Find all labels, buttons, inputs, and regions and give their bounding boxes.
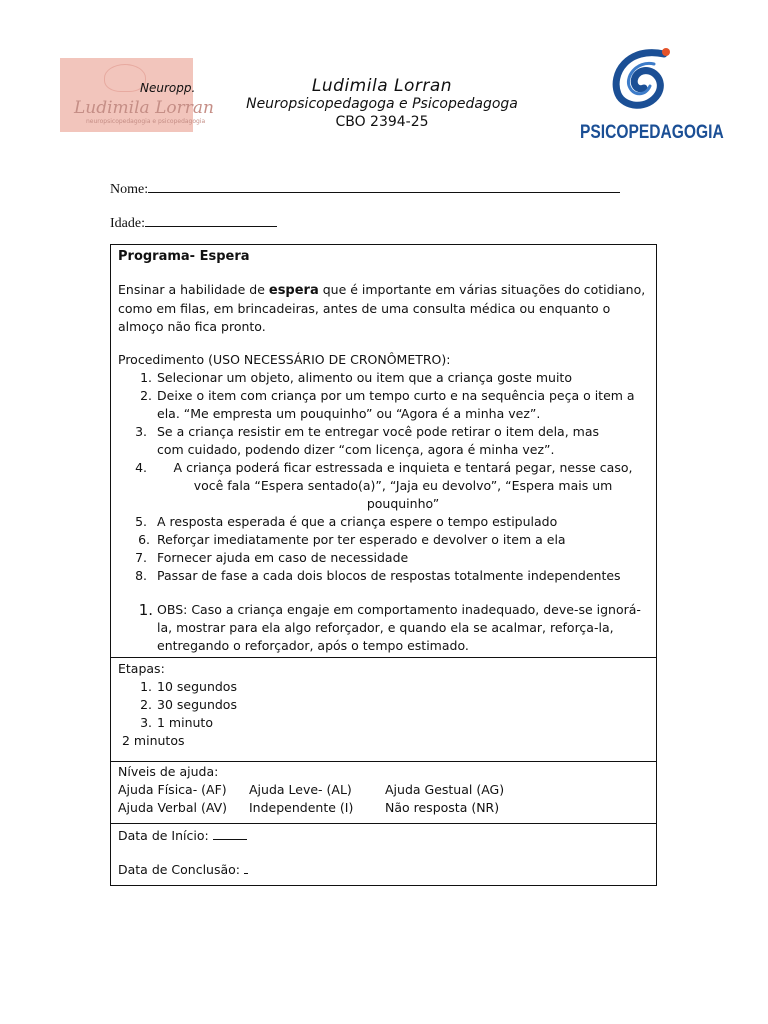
step-item: 3. Se a criança resistir em te entregar você pode retirar o item dela, mas com cuidado, podendo dizer “com licença, agora é minha vez”. — [135, 424, 600, 457]
step-item: 2. Deixe o item com criança por um tempo curto e na sequência peça o item a ela. “Me empresta um pouquinho” ou “Agora é a minha vez”. — [140, 388, 635, 421]
logo-signature: Ludimila Lorran — [74, 98, 214, 118]
idade-label: Idade: — [110, 216, 145, 231]
ajuda-fisica: Ajuda Física- (AF) — [118, 782, 227, 797]
nome-label: Nome: — [110, 182, 149, 197]
ajuda-label: Níveis de ajuda: — [118, 764, 219, 779]
etapa-item: 3. 1 minuto — [140, 715, 213, 730]
step-item: 5. A resposta esperada é que a criança espere o tempo estipulado — [135, 514, 558, 529]
logo-right-brand: PSICOPEDAGOGIA — [580, 122, 724, 143]
step-item: 7. Fornecer ajuda em caso de necessidade — [135, 550, 409, 565]
program-intro: Ensinar a habilidade de espera que é importante em várias situações do cotidiano, como em filas, em brincadeiras, antes de uma consulta médica ou enquanto o almoço não fica pronto. — [118, 282, 646, 334]
step-item: 1. Selecionar um objeto, alimento ou item que a criança goste muito — [140, 370, 572, 385]
logo-neuropp — [60, 58, 214, 132]
nao-resposta: Não resposta (NR) — [385, 800, 500, 815]
ajuda-verbal: Ajuda Verbal (AV) — [118, 800, 228, 815]
data-conclusao: Data de Conclusão: — [118, 861, 649, 879]
etapa-extra: 2 minutos — [122, 733, 185, 748]
idade-field[interactable] — [110, 212, 277, 232]
idade-line[interactable] — [145, 212, 277, 227]
program-title: Programa- Espera — [118, 249, 250, 264]
logo-tagline: neuropsicopedagogia e psicopedagogia — [86, 118, 206, 125]
step-item: 6. Reforçar imediatamente por ter esperado e devolver o item a ela — [138, 532, 566, 547]
procedure-label: Procedimento (USO NECESSÁRIO DE CRONÔMETRO): — [118, 352, 451, 367]
step-item: 4. A criança poderá ficar estressada e inquieta e tentará pegar, nesse caso, você fala “Espera sentado(a)”, “Jaja eu devolvo”, “Espera mais um pouquinho” — [135, 460, 633, 511]
etapa-item: 2. 30 segundos — [140, 697, 237, 712]
cbo-code: CBO 2394-25 — [335, 114, 429, 130]
etapas-section — [110, 657, 657, 762]
step-item: 8. Passar de fase a cada dois blocos de respostas totalmente independentes — [135, 568, 621, 583]
nome-line[interactable] — [148, 178, 620, 193]
data-conclusao-line[interactable] — [244, 861, 248, 874]
ajuda-section — [110, 761, 657, 824]
professional-role: Neuropsicopedagoga e Psicopedagoga — [246, 96, 518, 112]
program-section — [110, 244, 657, 658]
data-inicio-line[interactable] — [213, 827, 247, 840]
etapa-item: 1. 10 segundos — [140, 679, 237, 694]
professional-name: Ludimila Lorran — [311, 76, 453, 96]
datas-section — [110, 823, 657, 886]
logo-psicopedagogia — [578, 44, 724, 148]
logo-brand-text: Neuropp. — [140, 81, 196, 95]
ajuda-gestual: Ajuda Gestual (AG) — [385, 782, 505, 797]
ajuda-leve: Ajuda Leve- (AL) — [249, 782, 352, 797]
ajuda-row — [118, 799, 649, 817]
independente: Independente (I) — [249, 800, 354, 815]
letterhead — [232, 76, 532, 131]
spiral-icon — [608, 44, 674, 116]
orange-dot-icon — [662, 48, 670, 56]
data-inicio: Data de Início: — [118, 827, 649, 845]
etapas-label: Etapas: — [118, 661, 165, 676]
obs-text: OBS: Caso a criança engaje em comportamento inadequado, deve-se ignorá-la, mostrar para ela algo reforçador, e quando ela se acalmar, reforça-la, entregando o reforçador, após o tempo estimado. — [157, 602, 641, 653]
ajuda-row — [118, 781, 649, 799]
nome-field[interactable] — [110, 178, 620, 198]
obs-item: 1. OBS: Caso a criança engaje em comportamento inadequado, deve-se ignorá-la, mostrar para ela algo reforçador, e quando ela se acalmar, reforça-la, entregando o reforçador, após o tempo estimado. — [118, 601, 649, 655]
